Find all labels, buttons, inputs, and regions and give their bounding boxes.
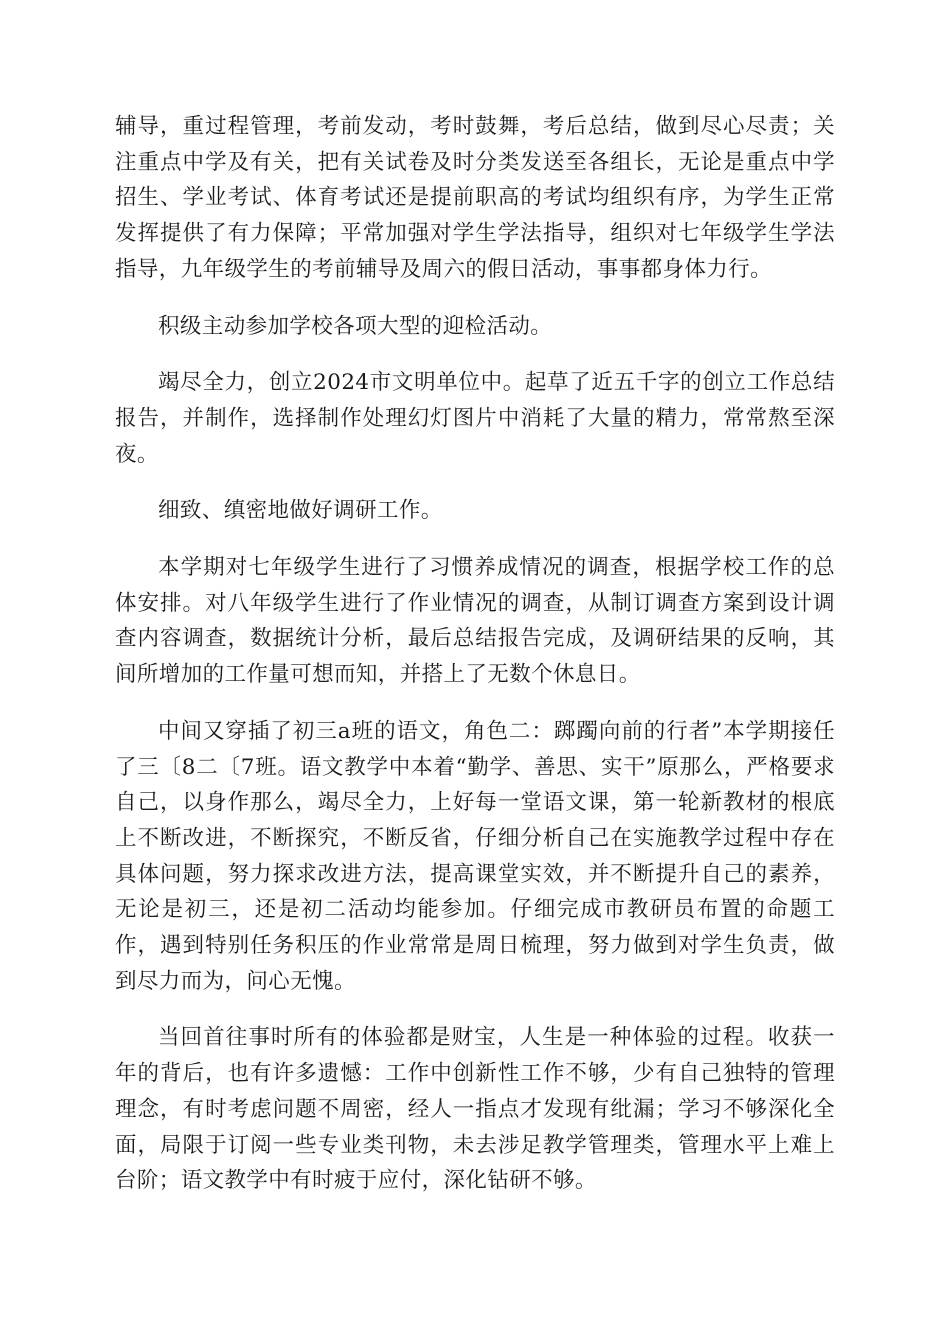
paragraph: 中间又穿插了初三a班的语文，角色二：踯躅向前的行者”本学期接任了三〔8二〔7班。语文教学中本着“勤学、善思、实干”原那么，严格要求自己，以身作那么，竭尽全力，上好每一堂语文课，第一轮新教材的根底上不断改进，不断探究，不断反省，仔细分析自己在实施教学过程中存在具体问题，努力探求改进方法，提高课堂实效，并不断提升自己的素养，无论是初三，还是初二活动均能参加。仔细完成市教研员布置的命题工作，遇到特别任务积压的作业常常是周日梳理，努力做到对学生负责，做到尽力而为，问心无愧。: [115, 718, 835, 994]
paragraph: 积级主动参加学校各项大型的迎检活动。: [158, 313, 553, 339]
paragraph: 本学期对七年级学生进行了习惯养成情况的调查，根据学校工作的总体安排。对八年级学生进行了作业情况的调查，从制订调查方案到设计调查内容调查，数据统计分析，最后总结报告完成，及调研结果的反响，其间所增加的工作量可想而知，并搭上了无数个休息日。: [115, 555, 835, 688]
paragraph: 竭尽全力，创立2024市文明单位中。起草了近五千字的创立工作总结报告，并制作，选择制作处理幻灯图片中消耗了大量的精力，常常熬至深夜。: [115, 370, 835, 467]
paragraph-continued: 辅导，重过程管理，考前发动，考时鼓舞，考后总结，做到尽心尽责；关注重点中学及有关，把有关试卷及时分类发送至各组长，无论是重点中学招生、学业考试、体育考试还是提前职高的考试均组织有序，为学生正常发挥提供了有力保障；平常加强对学生学法指导，组织对七年级学生学法指导，九年级学生的考前辅导及周六的假日活动，事事都身体力行。: [115, 114, 835, 282]
document-body: [115, 109, 835, 1220]
paragraph: 细致、缜密地做好调研工作。: [158, 498, 443, 524]
paragraph: 当回首往事时所有的体验都是财宝，人生是一种体验的过程。收获一年的背后，也有许多遗憾：工作中创新性工作不够，少有自己独特的管理理念，有时考虑问题不周密，经人一指点才发现有纰漏；学习不够深化全面，局限于订阅一些专业类刊物，未去涉足教学管理类，管理水平上难上台阶；语文教学中有时疲于应付，深化钻研不够。: [115, 1025, 835, 1194]
